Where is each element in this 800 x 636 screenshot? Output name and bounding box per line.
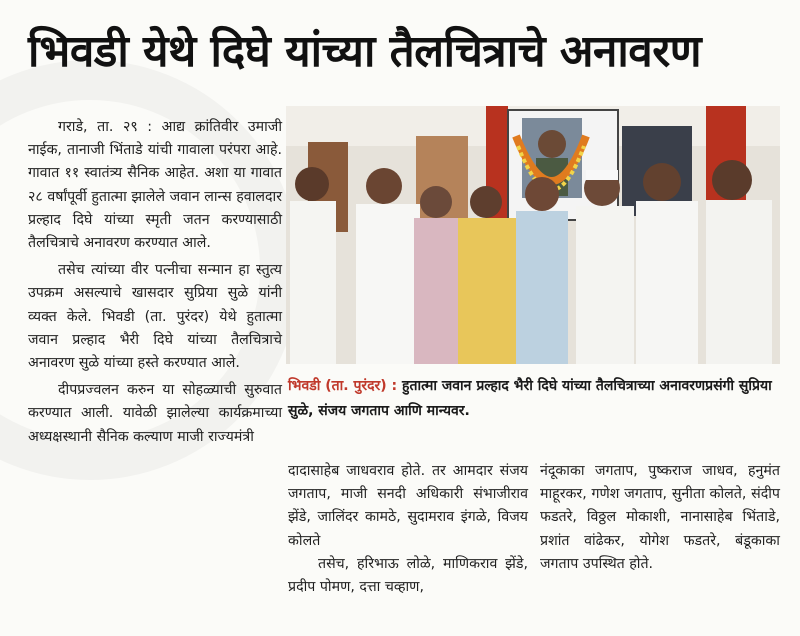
- headline: भिवडी येथे दिघे यांच्या तैलचित्राचे अनावरण: [28, 26, 702, 77]
- article-column-2: [288, 460, 528, 599]
- photo-caption: [288, 374, 778, 424]
- caption-place: भिवडी (ता. पुरंदर) :: [288, 378, 398, 394]
- event-photo: [286, 106, 780, 364]
- article-paragraph: दीपप्रज्वलन करुन या सोहळ्याची सुरुवात करण्यात आली. यावेळी झालेल्या कार्यक्रमाच्या अध्यक्षस्थानी सैनिक कल्याण माजी राज्यमंत्री: [28, 382, 282, 445]
- article-column-3: [540, 460, 780, 576]
- article-paragraph: नंदूकाका जगताप, पुष्कराज जाधव, हनुमंत माहूरकर, गणेश जगताप, सुनीता कोलते, संदीप फडतरे, विठ्ठल मोकाशी, नानासाहेब भिंताडे, प्रशांत वांढेकर, योगेश फडतरे, बंडूकाका जगताप उपस्थित होते.: [540, 463, 780, 572]
- article-column-1: [28, 116, 282, 453]
- article-paragraph: दादासाहेब जाधवराव होते. तर आमदार संजय जगताप, माजी सनदी अधिकारी संभाजीराव झेंडे, जालिंदर कामठे, सुदामराव इंगळे, विजय कोलते: [288, 463, 528, 549]
- caption-text: हुतात्मा जवान प्रल्हाद भैरी दिघे यांच्या तैलचित्राच्या अनावरणप्रसंगी सुप्रिया सुळे, संजय जगताप आणि मान्यवर.: [288, 378, 772, 419]
- article-paragraph: तसेच त्यांच्या वीर पत्नीचा सन्मान हा स्तुत्य उपक्रम असल्याचे खासदार सुप्रिया सुळे यांनी व्यक्त केले. भिवडी (ता. पुरंदर) येथे हुतात्मा जवान प्रल्हाद भैरी दिघे यांच्या तैलचित्राचे अनावरण सुळे यांच्या हस्ते करण्यात आले.: [28, 262, 282, 372]
- article-paragraph: गराडे, ता. २९ : आद्य क्रांतिवीर उमाजी नाईक, तानाजी भिंताडे यांची गावाला परंपरा आहे. गावात ११ स्वातंत्र्य सैनिक आहेत. अशा या गावात २८ वर्षांपूर्वी हुतात्मा झालेले जवान लान्स हवालदार प्रल्हाद दिघे यांच्या स्मृती जतन करण्यासाठी तैलचित्राचे अनावरण करण्यात आले.: [28, 119, 282, 252]
- article-paragraph: तसेच, हरिभाऊ लोळे, माणिकराव झेंडे, प्रदीप पोमण, दत्ता चव्हाण,: [288, 555, 528, 596]
- event-photo-illustration: [286, 106, 780, 364]
